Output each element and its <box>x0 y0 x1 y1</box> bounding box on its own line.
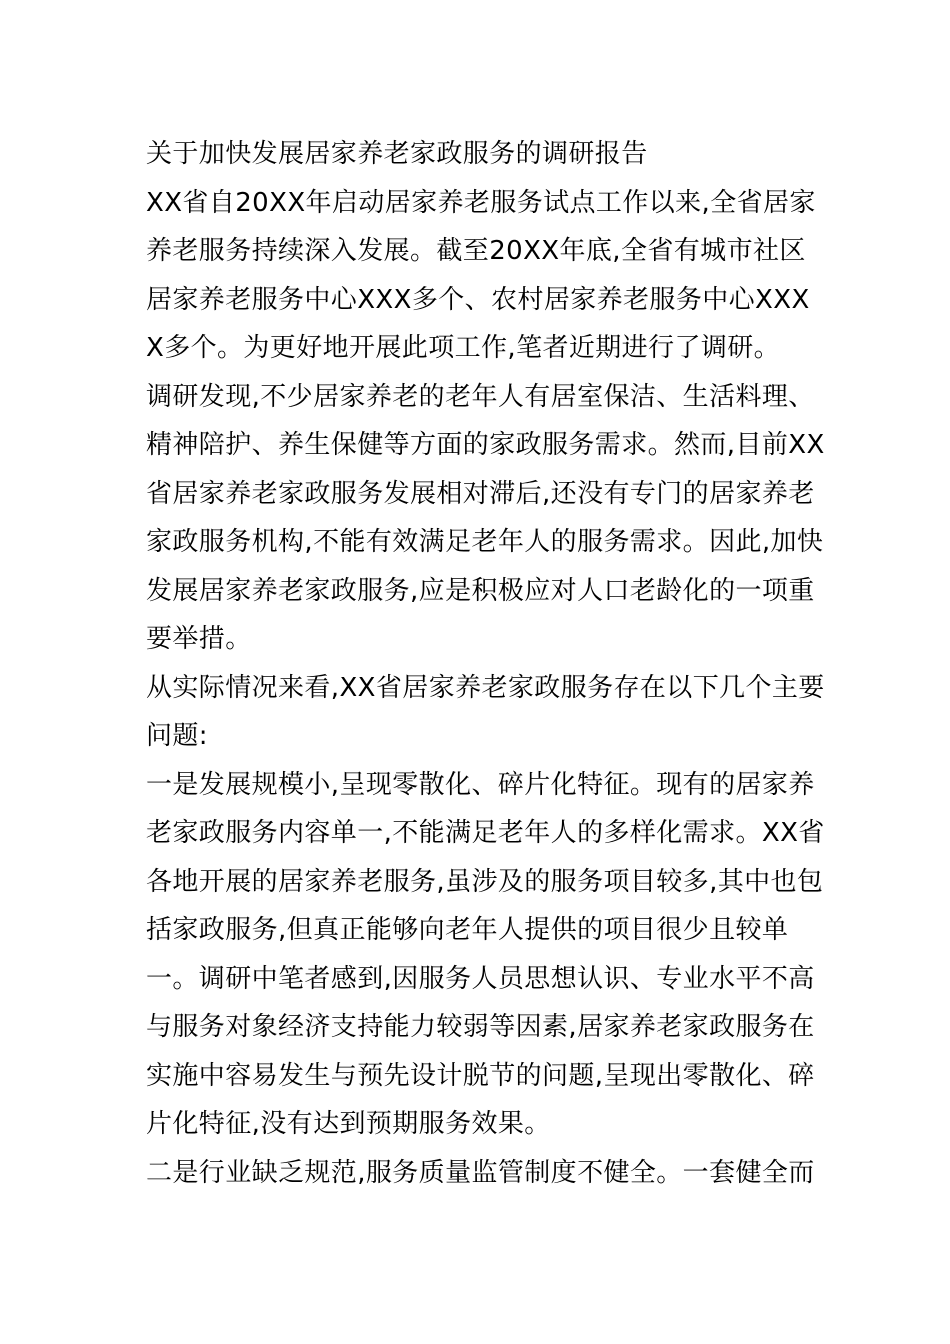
paragraph-4: 一是发展规模小,呈现零散化、碎片化特征。现有的居家养老家政服务内容单一,不能满足老年人的多样化需求。XX省各地开展的居家养老服务,虽涉及的服务项目较多,其中也包括家政服务,但真正能够向老年人提供的项目很少且较单一。调研中笔者感到,因服务人员思想认识、专业水平不高与服务对象经济支持能力较弱等因素,居家养老家政服务在实施中容易发生与预先设计脱节的问题,呈现出零散化、碎片化特征,没有达到预期服务效果。 <box>146 769 825 1139</box>
paragraph-2: 调研发现,不少居家养老的老年人有居室保洁、生活料理、精神陪护、养生保健等方面的家政服务需求。然而,目前XX省居家养老家政服务发展相对滞后,还没有专门的居家养老家政服务机构,不能有效满足老年人的服务需求。因此,加快发展居家养老家政服务,应是积极应对人口老龄化的一项重要举措。 <box>146 381 825 654</box>
document-title: 关于加快发展居家养老家政服务的调研报告 <box>146 139 648 169</box>
paragraph-3: 从实际情况来看,XX省居家养老家政服务存在以下几个主要问题: <box>146 672 825 751</box>
paragraph-1: XX省自20XX年启动居家养老服务试点工作以来,全省居家养老服务持续深入发展。截至20XX年底,全省有城市社区居家养老服务中心XXX多个、农村居家养老服务中心XXXX多个。为更好地开展此项工作,笔者近期进行了调研。 <box>146 187 816 363</box>
document-body <box>146 130 826 1197</box>
paragraph-5: 二是行业缺乏规范,服务质量监管制度不健全。一套健全而 <box>146 1157 815 1188</box>
